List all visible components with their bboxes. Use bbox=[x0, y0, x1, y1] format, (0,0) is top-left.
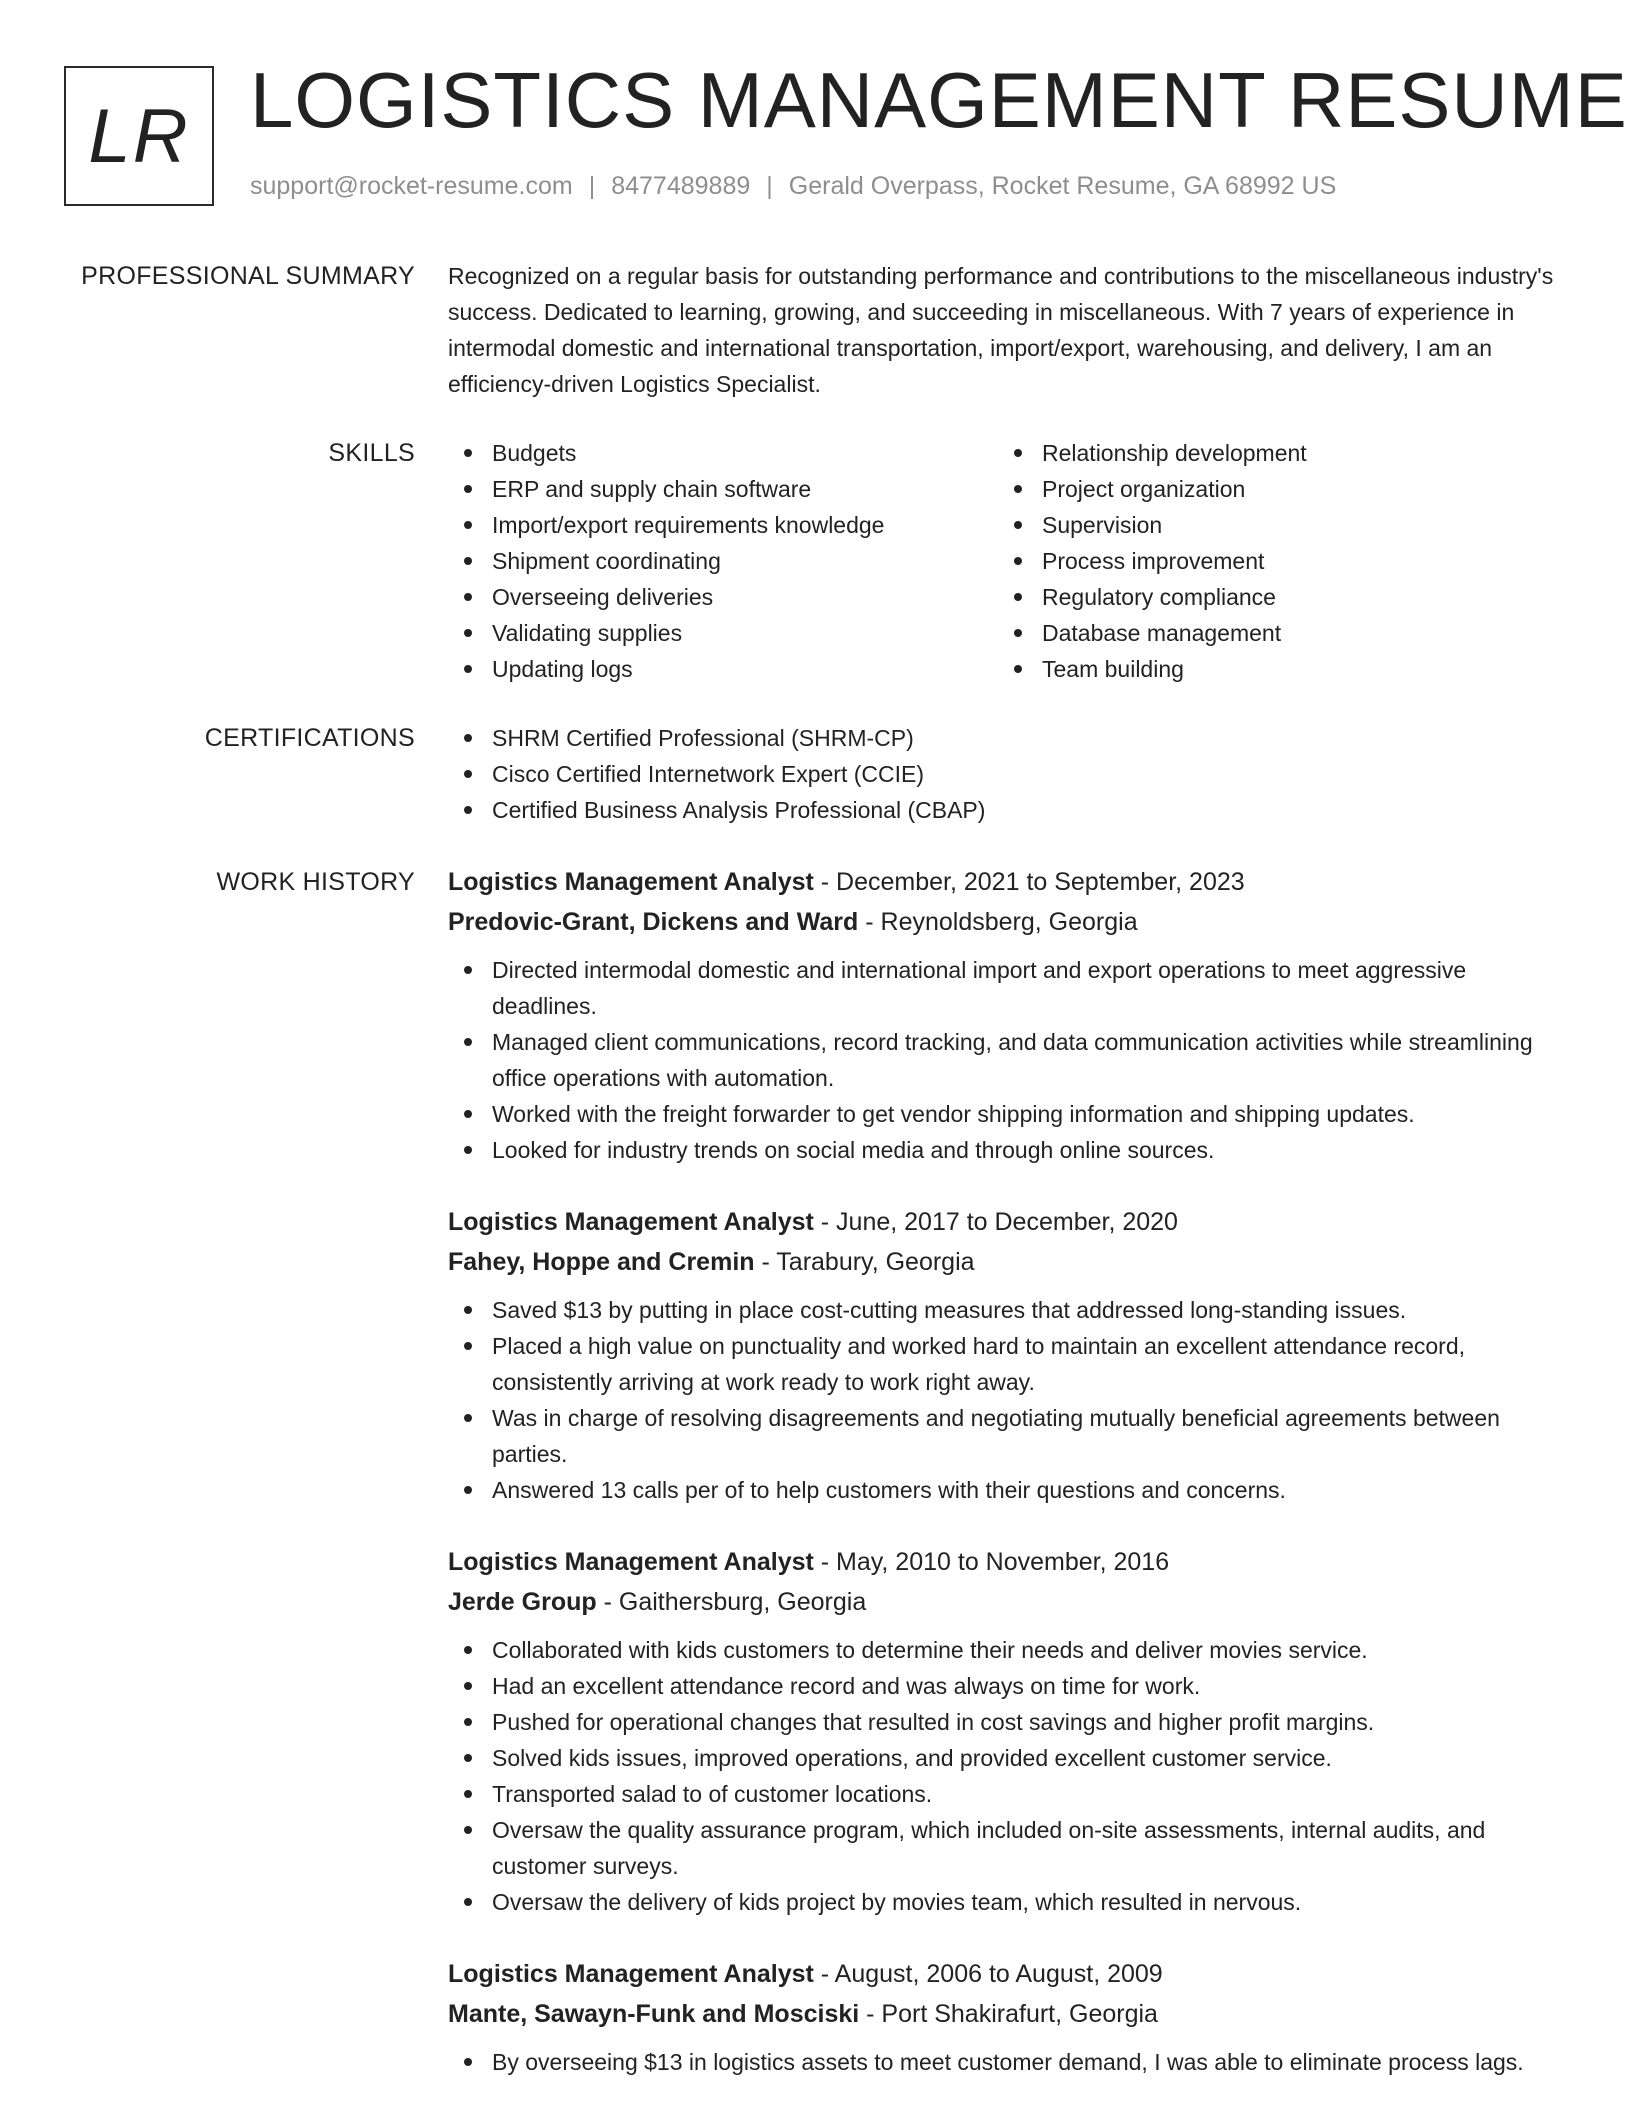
job-title-line bbox=[448, 862, 1568, 902]
skills-list-left bbox=[448, 435, 998, 687]
list-item: Was in charge of resolving disagreements and negotiating mutually beneficial agreements between parties. bbox=[448, 1400, 1568, 1472]
job-location: - Gaithersburg, Georgia bbox=[596, 1588, 867, 1616]
job-entry bbox=[448, 1202, 1568, 1508]
job-company-line bbox=[448, 1582, 1568, 1622]
list-item: By overseeing $13 in logistics assets to meet customer demand, I was able to eliminate process lags. bbox=[448, 2044, 1568, 2080]
job-dates: - May, 2010 to November, 2016 bbox=[813, 1548, 1170, 1576]
list-item: Worked with the freight forwarder to get vendor shipping information and shipping updates. bbox=[448, 1096, 1568, 1132]
list-item: Shipment coordinating bbox=[448, 543, 998, 579]
job-title-line bbox=[448, 1202, 1568, 1242]
list-item: Team building bbox=[998, 651, 1548, 687]
list-item: Oversaw the quality assurance program, which included on-site assessments, internal audits, and customer surveys. bbox=[448, 1812, 1568, 1884]
job-bullets bbox=[448, 952, 1568, 1168]
job-company: Predovic-Grant, Dickens and Ward bbox=[448, 908, 859, 936]
list-item: Overseeing deliveries bbox=[448, 579, 998, 615]
job-entry bbox=[448, 1954, 1568, 2080]
list-item: Solved kids issues, improved operations, and provided excellent customer service. bbox=[448, 1740, 1568, 1776]
list-item: Updating logs bbox=[448, 651, 998, 687]
job-title: Logistics Management Analyst bbox=[448, 1548, 814, 1576]
contact-line bbox=[250, 172, 1336, 201]
list-item: Certified Business Analysis Professional (CBAP) bbox=[448, 792, 1568, 828]
list-item: Managed client communications, record tracking, and data communication activities while streamlining office operations with automation. bbox=[448, 1024, 1568, 1096]
job-bullets bbox=[448, 1292, 1568, 1508]
job-location: - Port Shakirafurt, Georgia bbox=[859, 2000, 1158, 2028]
work-history-body bbox=[448, 862, 1568, 2114]
list-item: Answered 13 calls per of to help customers with their questions and concerns. bbox=[448, 1472, 1568, 1508]
section-label: PROFESSIONAL SUMMARY bbox=[81, 262, 415, 290]
list-item: Placed a high value on punctuality and worked hard to maintain an excellent attendance record, consistently arriving at work ready to work right away. bbox=[448, 1328, 1568, 1400]
job-dates: - June, 2017 to December, 2020 bbox=[813, 1208, 1178, 1236]
job-bullets bbox=[448, 1632, 1568, 1920]
list-item: ERP and supply chain software bbox=[448, 471, 998, 507]
job-location: - Tarabury, Georgia bbox=[754, 1248, 975, 1276]
monogram-logo: LR bbox=[64, 66, 214, 206]
list-item: Had an excellent attendance record and was always on time for work. bbox=[448, 1668, 1568, 1704]
job-entry bbox=[448, 1542, 1568, 1920]
certifications-list bbox=[448, 720, 1568, 828]
list-item: Pushed for operational changes that resulted in cost savings and higher profit margins. bbox=[448, 1704, 1568, 1740]
job-dates: - December, 2021 to September, 2023 bbox=[813, 868, 1245, 896]
job-company: Fahey, Hoppe and Cremin bbox=[448, 1248, 755, 1276]
contact-address: Gerald Overpass, Rocket Resume, GA 68992 US bbox=[788, 172, 1337, 200]
job-bullets bbox=[448, 2044, 1568, 2080]
contact-email: support@rocket-resume.com bbox=[250, 172, 573, 200]
list-item: Looked for industry trends on social media and through online sources. bbox=[448, 1132, 1568, 1168]
job-dates: - August, 2006 to August, 2009 bbox=[813, 1960, 1163, 1988]
list-item: Project organization bbox=[998, 471, 1548, 507]
list-item: Transported salad to of customer locations. bbox=[448, 1776, 1568, 1812]
list-item: Oversaw the delivery of kids project by movies team, which resulted in nervous. bbox=[448, 1884, 1568, 1920]
job-entry bbox=[448, 862, 1568, 1168]
list-item: Budgets bbox=[448, 435, 998, 471]
contact-separator: | bbox=[766, 172, 773, 200]
summary-text: Recognized on a regular basis for outstanding performance and contributions to the miscellaneous industry's success. Dedicated to learning, growing, and succeeding in miscellaneous. With 7 years of experience in intermodal domestic and international transportation, import/export, warehousing, and delivery, I am an efficiency-driven Logistics Specialist. bbox=[448, 263, 1554, 397]
job-title: Logistics Management Analyst bbox=[448, 868, 814, 896]
job-title-line bbox=[448, 1542, 1568, 1582]
job-company-line bbox=[448, 1994, 1568, 2034]
list-item: Process improvement bbox=[998, 543, 1548, 579]
job-company: Jerde Group bbox=[448, 1588, 597, 1616]
section-label: CERTIFICATIONS bbox=[204, 724, 415, 752]
list-item: Supervision bbox=[998, 507, 1548, 543]
job-title-line bbox=[448, 1954, 1568, 1994]
list-item: Relationship development bbox=[998, 435, 1548, 471]
certifications-body bbox=[448, 720, 1568, 828]
list-item: Cisco Certified Internetwork Expert (CCIE) bbox=[448, 756, 1568, 792]
contact-phone: 8477489889 bbox=[611, 172, 751, 200]
job-title: Logistics Management Analyst bbox=[448, 1960, 814, 1988]
list-item: Saved $13 by putting in place cost-cutting measures that addressed long-standing issues. bbox=[448, 1292, 1568, 1328]
list-item: Database management bbox=[998, 615, 1548, 651]
contact-separator: | bbox=[588, 172, 596, 200]
list-item: Directed intermodal domestic and international import and export operations to meet aggressive deadlines. bbox=[448, 952, 1568, 1024]
skills-list-right bbox=[998, 435, 1548, 687]
section-label: WORK HISTORY bbox=[216, 868, 415, 896]
resume-title: LOGISTICS MANAGEMENT RESUME bbox=[250, 56, 1628, 144]
skills-body bbox=[448, 435, 1568, 687]
list-item: Regulatory compliance bbox=[998, 579, 1548, 615]
section-label: SKILLS bbox=[328, 439, 415, 467]
job-title: Logistics Management Analyst bbox=[448, 1208, 814, 1236]
list-item: SHRM Certified Professional (SHRM-CP) bbox=[448, 720, 1568, 756]
list-item: Import/export requirements knowledge bbox=[448, 507, 998, 543]
job-company: Mante, Sawayn-Funk and Mosciski bbox=[448, 2000, 860, 2028]
summary-body bbox=[448, 258, 1568, 402]
job-company-line bbox=[448, 902, 1568, 942]
list-item: Validating supplies bbox=[448, 615, 998, 651]
list-item: Collaborated with kids customers to determine their needs and deliver movies service. bbox=[448, 1632, 1568, 1668]
job-company-line bbox=[448, 1242, 1568, 1282]
job-location: - Reynoldsberg, Georgia bbox=[858, 908, 1138, 936]
